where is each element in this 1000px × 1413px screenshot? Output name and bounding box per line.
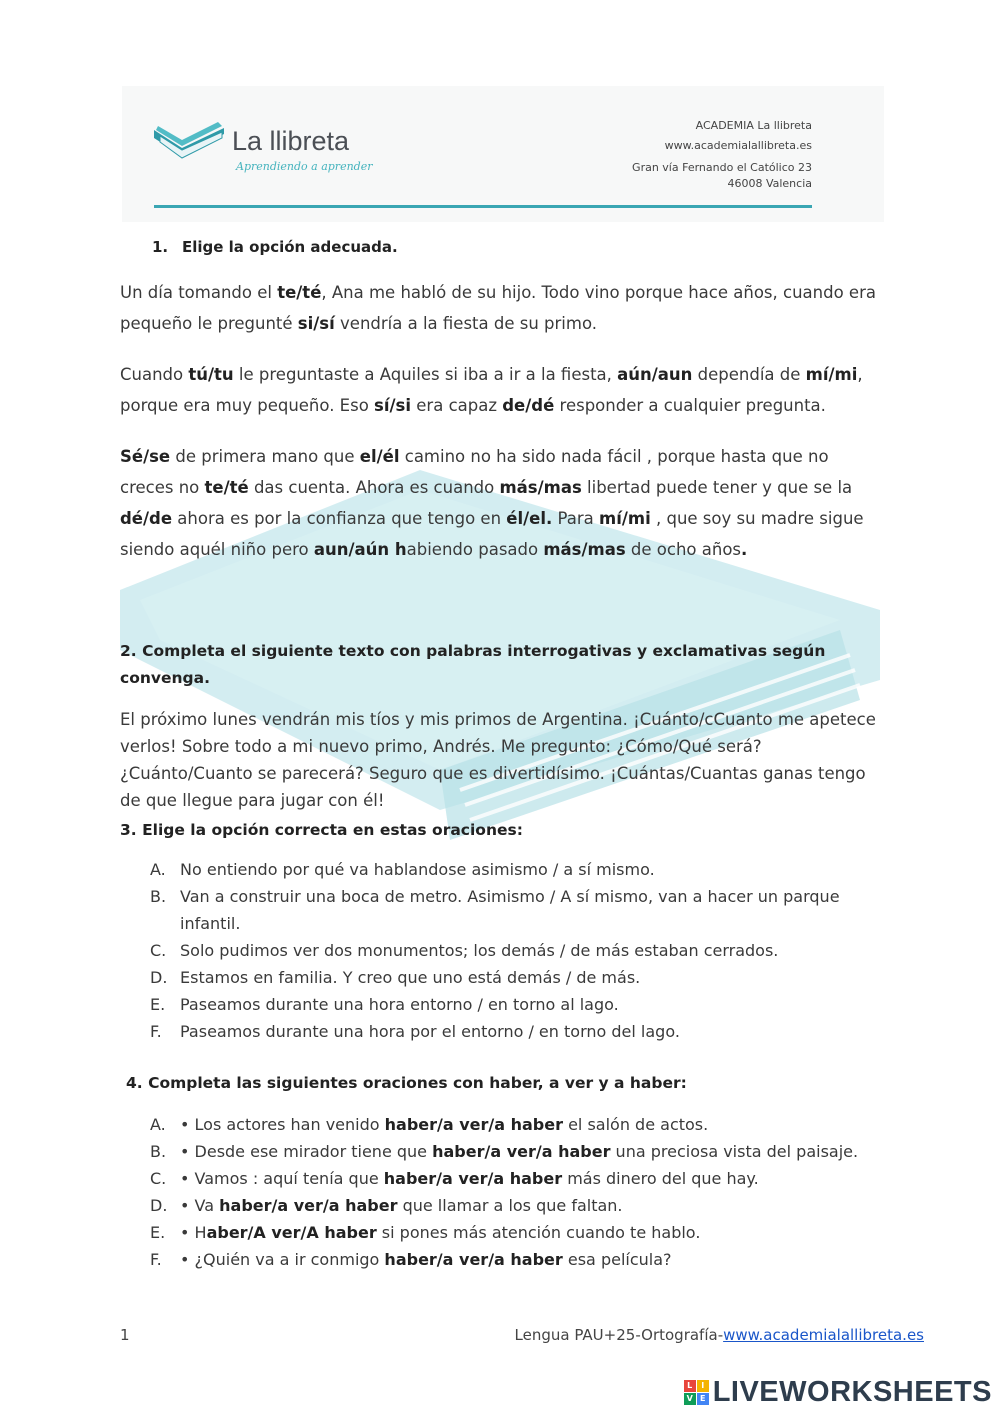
cube-e: E (697, 1393, 709, 1405)
option-text: aun/aún h (313, 540, 407, 559)
section-2-title: 2. Completa el siguiente texto con palabras interrogativas y exclamativas según convenga. (120, 642, 826, 687)
page-number: 1 (120, 1326, 130, 1344)
option-text: . (741, 540, 748, 559)
option-text: más/mas (543, 540, 626, 559)
item-letter: C. (150, 1169, 167, 1188)
footer-credit (515, 1326, 924, 1344)
logo-tagline: Aprendiendo a aprender (236, 160, 373, 173)
option-text: te/té (204, 478, 249, 497)
option-text: más/mas (499, 478, 582, 497)
section-1-title: Elige la opción adecuada. (182, 238, 398, 256)
section-1-paragraph-1: Un día tomando el te/té, Ana me habló de su hijo. Todo vino porque hace años, cuando era pequeño le pregunté si/sí vendría a la fiesta de su primo. (120, 283, 876, 333)
liveworksheets-name: LIVEWORKSHEETS (712, 1376, 992, 1408)
item-letter: D. (150, 1196, 168, 1215)
option-text: él/el. (506, 509, 553, 528)
option-text: haber/a ver/a haber (219, 1196, 398, 1215)
header-divider (154, 205, 812, 208)
section-1-number: 1. (152, 238, 169, 256)
academy-name: ACADEMIA La llibreta (695, 119, 812, 132)
option-text: mí/mi (805, 365, 858, 384)
item-letter: D. (150, 968, 168, 987)
option-text: mí/mi (599, 509, 651, 528)
list-item (150, 991, 880, 1018)
list-item (150, 1192, 880, 1219)
option-text: te/té (277, 283, 322, 302)
list-item (150, 856, 880, 883)
section-1-paragraph-2: Cuando tú/tu le preguntaste a Aquiles si iba a ir a la fiesta, aún/aun dependía de mí/mi, porque era muy pequeño. Eso sí/si era capaz de/dé responder a cualquier pregunta. (120, 365, 863, 415)
list-item (150, 1138, 880, 1165)
item-letter: B. (150, 887, 167, 906)
cube-l: L (684, 1380, 696, 1392)
option-text: haber/a ver/a haber (384, 1250, 563, 1269)
item-letter: A. (150, 860, 166, 879)
option-text: haber/a ver/a haber (384, 1115, 563, 1134)
section-1-paragraph-3: Sé/se de primera mano que el/él camino no ha sido nada fácil , porque hasta que no creces no te/té das cuenta. Ahora es cuando más/mas libertad puede tener y que se la dé/de ahora es por la confianza que tengo en él/el. Para mí/mi , que soy su madre sigue siendo aquél niño pero aun/aún habiendo pasado más/mas de ocho años. (120, 447, 864, 559)
item-letter: C. (150, 941, 167, 960)
item-text: • Va haber/a ver/a haber que llamar a los que faltan. (180, 1196, 623, 1215)
option-text: haber/a ver/a haber (432, 1142, 611, 1161)
item-text: Estamos en familia. Y creo que uno está demás / de más. (180, 968, 641, 987)
item-letter: E. (150, 1223, 166, 1242)
logo-title: La llibreta (232, 126, 350, 156)
item-letter: A. (150, 1115, 166, 1134)
list-item (150, 1165, 880, 1192)
list-item (150, 1219, 880, 1246)
liveworksheets-branding (684, 1376, 992, 1409)
book-logo-icon (152, 118, 228, 164)
option-text: si/sí (297, 314, 335, 333)
item-letter: F. (150, 1250, 162, 1269)
section-1-heading (120, 232, 880, 263)
list-item (150, 937, 880, 964)
section-3-title: 3. Elige la opción correcta en estas oraciones: (120, 821, 523, 839)
cube-i: I (697, 1380, 709, 1392)
list-item (150, 1111, 880, 1138)
item-text: • Haber/A ver/A haber si pones más atención cuando te hablo. (180, 1223, 701, 1242)
item-letter: E. (150, 995, 166, 1014)
liveworksheets-logo-icon (684, 1380, 709, 1405)
item-text: Solo pudimos ver dos monumentos; los demás / de más estaban cerrados. (180, 941, 779, 960)
address-line-1: Gran vía Fernando el Católico 23 (632, 161, 812, 174)
address-line-2: 46008 Valencia (727, 177, 812, 190)
footer-course: Lengua PAU+25-Ortografía- (514, 1326, 724, 1344)
option-text: tú/tu (188, 365, 234, 384)
item-text: • Los actores han venido haber/a ver/a haber el salón de actos. (180, 1115, 709, 1134)
option-text: sí/si (374, 396, 412, 415)
option-text: de/dé (502, 396, 555, 415)
section-4-title: 4. Completa las siguientes oraciones con haber, a ver y a haber: (126, 1074, 687, 1092)
option-text: dé/de (120, 509, 173, 528)
item-text: • Vamos : aquí tenía que haber/a ver/a haber más dinero del que hay. (180, 1169, 759, 1188)
item-letter: B. (150, 1142, 167, 1161)
section-2-text: El próximo lunes vendrán mis tíos y mis primos de Argentina. ¡Cuánto/cCuanto me apetece verlos! Sobre todo a mi nuevo primo, Andrés. Me pregunto: ¿Cómo/Qué será? ¿Cuánto/Cuanto se parecerá? Seguro que es divertidísimo. ¡Cuántas/Cuantas ganas tengo de que llegue para jugar con él! (120, 710, 876, 810)
page-header (122, 86, 884, 222)
item-text: Paseamos durante una hora por el entorno / en torno del lago. (180, 1022, 680, 1041)
cube-v: V (684, 1393, 696, 1405)
academy-info (632, 116, 812, 192)
footer-link[interactable]: www.academialallibreta.es (723, 1326, 924, 1344)
item-text: • Desde ese mirador tiene que haber/a ver/a haber una preciosa vista del paisaje. (180, 1142, 859, 1161)
list-item (150, 964, 880, 991)
option-text: el/él (359, 447, 400, 466)
section-3-list (150, 856, 880, 1045)
option-text: haber/a ver/a haber (383, 1169, 563, 1188)
worksheet-content (120, 232, 880, 1269)
item-text: Paseamos durante una hora entorno / en torno al lago. (180, 995, 619, 1014)
option-text: aber/A ver/A haber (206, 1223, 377, 1242)
list-item (150, 1246, 880, 1273)
section-4-list (150, 1111, 880, 1273)
item-text: • ¿Quién va a ir conmigo haber/a ver/a haber esa película? (180, 1250, 672, 1269)
option-text: aún/aun (617, 365, 693, 384)
academy-website: www.academialallibreta.es (664, 139, 812, 152)
list-item (150, 1018, 880, 1045)
item-letter: F. (150, 1022, 162, 1041)
list-item (150, 883, 880, 937)
option-text: Sé/se (120, 447, 171, 466)
item-text: Van a construir una boca de metro. Asimismo / A sí mismo, van a hacer un parque infantil. (180, 887, 840, 933)
item-text: No entiendo por qué va hablandose asimismo / a sí mismo. (180, 860, 655, 879)
section-2 (120, 638, 880, 814)
